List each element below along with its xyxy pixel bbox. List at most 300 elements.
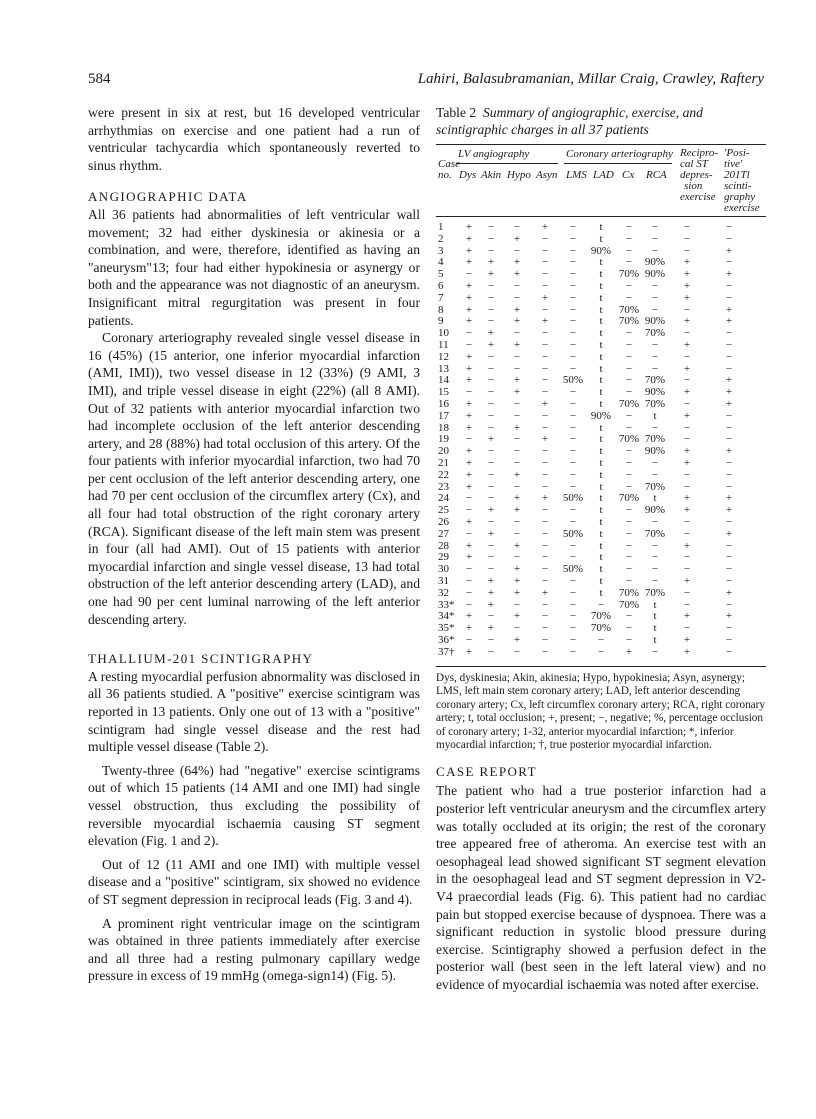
table-cell: − (487, 645, 495, 658)
table-cell: 90% (590, 244, 612, 257)
table-cell: − (625, 504, 633, 517)
table-cell: − (569, 575, 577, 587)
table-cell: − (541, 539, 549, 552)
table-case-number: 25 (438, 504, 449, 517)
table-cell: − (651, 291, 659, 304)
table-cell: + (487, 256, 495, 269)
table-case-number: 23 (438, 480, 449, 493)
table-cell: − (683, 303, 691, 316)
table-cell: − (513, 598, 521, 611)
table-case-number: 37† (438, 645, 455, 658)
thallium-paragraph-3: Out of 12 (11 AMI and one IMI) with multiple vessel disease and a "positive" scintigram, six showed no evidence of ST segment depression in reciprocal leads (Fig. 3 and 4). (88, 856, 420, 907)
table-cell: + (487, 622, 495, 635)
table-cell: + (541, 291, 549, 304)
table-cell: − (513, 362, 521, 375)
table-cell: − (541, 409, 549, 422)
table-cell: + (541, 492, 549, 505)
table-cell: + (487, 575, 495, 587)
table-cell: + (513, 339, 521, 351)
header-hypo: Hypo (507, 169, 531, 181)
table-cell: − (569, 268, 577, 281)
header-asyn: Asyn (536, 169, 558, 181)
table-cell: − (487, 350, 495, 363)
table-case-number: 32 (438, 586, 449, 599)
table-cell: − (487, 563, 495, 576)
table-cell: − (513, 622, 521, 635)
table-cell: − (625, 622, 633, 635)
table-cell: + (683, 386, 691, 399)
table-cell: + (487, 504, 495, 517)
table-cell: t (599, 586, 603, 599)
table-cell: − (683, 598, 691, 611)
table-cell: + (513, 468, 521, 481)
table-cell: − (683, 350, 691, 363)
table-cell: + (465, 221, 473, 233)
table-cell: − (683, 622, 691, 635)
table-cell: − (513, 645, 521, 658)
table-cell: − (683, 221, 691, 233)
table-cell: t (599, 492, 603, 505)
table-cell: + (683, 610, 691, 623)
table-cell: − (465, 386, 473, 399)
table-cell: − (683, 551, 691, 564)
table-cell: − (625, 445, 633, 458)
table-cell: − (465, 527, 473, 540)
table-cell: − (541, 457, 549, 469)
table-cell: + (465, 622, 473, 635)
table-cell: − (513, 244, 521, 257)
table-cell: − (513, 433, 521, 446)
header-st-1: Recipro- (680, 147, 719, 159)
table-cell: − (683, 586, 691, 599)
table-cell: − (569, 645, 577, 658)
table-cell: − (625, 409, 633, 422)
table-cell: + (683, 492, 691, 505)
table-case-number: 29 (438, 551, 449, 564)
table-cell: − (651, 457, 659, 469)
table-cell: − (541, 575, 549, 587)
table-label: Table 2 (436, 105, 477, 120)
table-cell: − (513, 527, 521, 540)
table-cell: − (625, 634, 633, 646)
table-cell: − (569, 421, 577, 434)
table-cell: − (625, 551, 633, 564)
table-cell: − (651, 539, 659, 552)
table-cell: + (725, 610, 733, 623)
angio-paragraph-1: All 36 patients had abnormalities of left ventricular wall movement; 32 had either dyskinesia or akinesia or a combination, and were, therefore, identified as having an "aneurysm"13; four had either hypokinesia or asynergy or both and the appearance was not diagnostic of an aneurysm. Insignificant mitral regurgitation was present in four patients. (88, 206, 420, 328)
table-cell: + (487, 433, 495, 446)
table-cell: − (569, 280, 577, 292)
table-cell: − (683, 232, 691, 245)
table-cell: − (569, 303, 577, 316)
table-cell: + (465, 280, 473, 292)
table-cell: 70% (618, 398, 640, 410)
case-report-heading: CASE REPORT (436, 764, 537, 780)
table-cell: + (725, 398, 733, 410)
table-case-number: 20 (438, 445, 449, 458)
table-cell: − (569, 468, 577, 481)
table-cell: t (599, 527, 603, 540)
table-cell: t (599, 339, 603, 351)
table-cell: + (541, 221, 549, 233)
table-cell: − (725, 457, 733, 469)
table-cell: − (725, 468, 733, 481)
table-cell: + (465, 480, 473, 493)
table-cell: + (683, 539, 691, 552)
table-cell: − (487, 280, 495, 292)
table-cell: − (683, 563, 691, 576)
table-cell: + (683, 315, 691, 328)
right-column (436, 104, 766, 994)
table-cell: 70% (590, 610, 612, 623)
table-cell: − (569, 433, 577, 446)
table-cell: 70% (618, 598, 640, 611)
table-cell: + (513, 421, 521, 434)
table-cell: − (541, 445, 549, 458)
table-cell: − (569, 480, 577, 493)
table-cell: − (625, 457, 633, 469)
table-cell: − (683, 468, 691, 481)
table-cell: − (569, 409, 577, 422)
table-cell: + (513, 374, 521, 387)
table-cell: − (569, 256, 577, 269)
table-cell: + (465, 232, 473, 245)
table-cell: − (651, 280, 659, 292)
table-cell: − (569, 291, 577, 304)
table-cell: 70% (618, 433, 640, 446)
table-cell: 70% (644, 480, 666, 493)
table-cell: t (653, 409, 657, 422)
table-cell: − (513, 280, 521, 292)
table-cell: + (465, 468, 473, 481)
table-case-number: 3 (438, 244, 444, 257)
table-cell: − (465, 433, 473, 446)
table-header-rule (436, 216, 766, 217)
table-cell: 70% (644, 433, 666, 446)
table-cell: − (487, 539, 495, 552)
table-cell: − (625, 244, 633, 257)
table-case-number: 22 (438, 468, 449, 481)
table-cell: t (599, 362, 603, 375)
table-cell: t (599, 421, 603, 434)
table-cell: − (651, 244, 659, 257)
table-cell: − (569, 315, 577, 328)
table-cell: + (465, 244, 473, 257)
table-cell: − (625, 563, 633, 576)
table-cell: + (725, 386, 733, 399)
table-cell: − (541, 634, 549, 646)
table-bottom-rule (436, 666, 766, 667)
table-cell: 90% (644, 268, 666, 281)
table-case-number: 31 (438, 575, 449, 587)
case-report-text: The patient who had a true posterior infarction had a posterior left ventricular aneurysm and the circumflex artery was totally occluded at its origin; the rest of the coronary tree appeared free of atheroma. An exercise test with an oesophageal lead showed significant ST segment elevation in the oesophageal lead and ST segment depression in V2-V4 praecordial leads (Fig. 6). This patient had no cardiac pain but stopped exercise because of dyspnoea. There was a significant reduction in systolic blood pressure during exercise. Scintigraphy showed a perfusion defect in the posterior wall (best seen in the left lateral view) and no evidence of myocardial ischaemia was noted after exercise. (436, 783, 766, 992)
table-cell: + (513, 504, 521, 517)
table-cell: t (599, 256, 603, 269)
table-cell: − (541, 563, 549, 576)
table-cell: − (513, 350, 521, 363)
table-cell: − (569, 504, 577, 517)
table-cell: − (541, 421, 549, 434)
table-cell: − (541, 598, 549, 611)
table-cell: + (683, 445, 691, 458)
table-cell: 90% (644, 315, 666, 328)
table-cell: − (487, 457, 495, 469)
table-cell: − (625, 327, 633, 340)
table-cell: − (725, 409, 733, 422)
table-cell: − (625, 256, 633, 269)
table-cell: + (683, 409, 691, 422)
table-cell: − (683, 421, 691, 434)
table-cell: + (465, 350, 473, 363)
table-cell: t (599, 551, 603, 564)
table-cell: − (541, 268, 549, 281)
table-case-number: 4 (438, 256, 444, 269)
table-cell: + (725, 492, 733, 505)
table-cell: − (541, 610, 549, 623)
left-column (88, 104, 420, 985)
table-case-number: 10 (438, 327, 449, 340)
table-case-number: 17 (438, 409, 449, 422)
header-coronary-arteriography: Coronary arteriography (566, 148, 673, 160)
header-tl-1: 'Posi- (724, 147, 750, 159)
table-cell: − (487, 374, 495, 387)
table-cell: − (683, 327, 691, 340)
table-cell: − (725, 362, 733, 375)
table-cell: + (683, 256, 691, 269)
table-cell: − (541, 362, 549, 375)
table-caption (436, 104, 766, 138)
table-cell: − (725, 339, 733, 351)
table-cell: + (513, 610, 521, 623)
table-cell: − (541, 386, 549, 399)
table-cell: − (625, 575, 633, 587)
table-case-number: 7 (438, 291, 444, 304)
header-st-2: cal ST (680, 158, 708, 170)
table-cell: 90% (644, 256, 666, 269)
table-cell: − (597, 634, 605, 646)
table-cell: 50% (562, 527, 584, 540)
table-cell: + (541, 433, 549, 446)
table-cell: t (653, 598, 657, 611)
table-cell: + (465, 445, 473, 458)
table-cell: + (465, 256, 473, 269)
table-cell: + (513, 268, 521, 281)
table-cell: − (651, 339, 659, 351)
table-cell: t (599, 232, 603, 245)
table-cell: − (465, 327, 473, 340)
table-cell: t (599, 280, 603, 292)
table-2 (436, 144, 766, 664)
table-cell: − (625, 362, 633, 375)
table-cell: + (513, 492, 521, 505)
table-cell: t (599, 315, 603, 328)
table-cell: + (513, 232, 521, 245)
table-cell: − (651, 645, 659, 658)
table-cell: − (725, 433, 733, 446)
table-cell: − (725, 421, 733, 434)
table-cell: − (487, 468, 495, 481)
table-cell: + (513, 563, 521, 576)
table-cell: + (465, 398, 473, 410)
table-cell: − (541, 339, 549, 351)
thallium-paragraph-4: A prominent right ventricular image on the scintigram was obtained in three patients immediately after exercise and all three had a resting pulmonary capillary wedge pressure in excess of 19 mmHg (omega-sign14) (Fig. 5). (88, 915, 420, 984)
table-cell: − (625, 421, 633, 434)
table-case-number: 24 (438, 492, 449, 505)
table-cell: − (725, 221, 733, 233)
lv-group-rule (456, 163, 558, 164)
table-cell: − (569, 398, 577, 410)
table-cell: + (513, 256, 521, 269)
table-cell: + (513, 586, 521, 599)
table-cell: − (541, 327, 549, 340)
table-cell: + (465, 374, 473, 387)
table-cell: t (599, 457, 603, 469)
table-cell: − (465, 492, 473, 505)
table-case-number: 27 (438, 527, 449, 540)
table-cell: − (725, 350, 733, 363)
table-case-number: 30 (438, 563, 449, 576)
table-cell: − (625, 291, 633, 304)
header-tl-3: 201Tl (724, 169, 750, 181)
table-cell: t (599, 539, 603, 552)
table-case-number: 5 (438, 268, 444, 281)
table-cell: + (683, 645, 691, 658)
table-cell: + (487, 527, 495, 540)
table-case-number: 36* (438, 634, 455, 646)
table-cell: − (487, 232, 495, 245)
table-case-number: 9 (438, 315, 444, 328)
table-cell: − (725, 280, 733, 292)
table-cell: − (725, 327, 733, 340)
table-cell: − (513, 291, 521, 304)
table-cell: − (541, 468, 549, 481)
table-cell: + (465, 409, 473, 422)
table-cell: − (651, 516, 659, 528)
table-cell: − (725, 563, 733, 576)
table-cell: − (465, 634, 473, 646)
header-akin: Akin (481, 169, 502, 181)
table-cell: − (597, 645, 605, 658)
header-tl-5: graphy (724, 191, 756, 203)
table-cell: + (683, 457, 691, 469)
table-cell: − (625, 480, 633, 493)
table-cell: − (465, 339, 473, 351)
header-case: Case (438, 158, 460, 170)
header-st-4: sion (684, 180, 703, 192)
table-cell: − (513, 516, 521, 528)
table-cell: t (599, 291, 603, 304)
table-cell: − (569, 350, 577, 363)
table-cell: − (725, 645, 733, 658)
table-cell: − (541, 303, 549, 316)
table-cell: + (487, 327, 495, 340)
table-cell: − (465, 268, 473, 281)
table-cell: 90% (644, 445, 666, 458)
running-head: Lahiri, Balasubramanian, Millar Craig, Crawley, Raftery (417, 71, 764, 87)
table-cell: + (513, 575, 521, 587)
table-cell: + (725, 374, 733, 387)
table-cell: + (465, 645, 473, 658)
table-cell: + (683, 575, 691, 587)
header-st-3: depres- (680, 169, 713, 181)
table-cell: 70% (590, 622, 612, 635)
table-cell: − (487, 445, 495, 458)
table-cell: − (541, 350, 549, 363)
table-cell: 90% (644, 504, 666, 517)
table-cell: + (465, 516, 473, 528)
table-cell: − (569, 634, 577, 646)
table-cell: 70% (644, 586, 666, 599)
table-cell: − (541, 374, 549, 387)
table-cell: − (487, 610, 495, 623)
table-cell: − (569, 327, 577, 340)
table-cell: − (541, 504, 549, 517)
table-case-number: 35* (438, 622, 455, 635)
table-case-number: 16 (438, 398, 449, 410)
table-cell: − (725, 480, 733, 493)
table-cell: − (651, 350, 659, 363)
table-case-number: 15 (438, 386, 449, 399)
table-cell: − (569, 516, 577, 528)
table-cell: t (599, 386, 603, 399)
table-cell: 50% (562, 374, 584, 387)
table-cell: 70% (618, 586, 640, 599)
table-cell: − (725, 539, 733, 552)
table-cell: − (541, 516, 549, 528)
table-cell: − (725, 634, 733, 646)
table-cell: − (651, 551, 659, 564)
table-case-number: 8 (438, 303, 444, 316)
table-cell: − (725, 551, 733, 564)
angiographic-heading: ANGIOGRAPHIC DATA (88, 189, 248, 205)
table-cell: − (541, 527, 549, 540)
table-cell: − (569, 598, 577, 611)
table-cell: − (569, 362, 577, 375)
header-lad: LAD (593, 169, 614, 181)
table-cell: + (513, 315, 521, 328)
table-cell: t (599, 468, 603, 481)
table-cell: − (487, 409, 495, 422)
table-cell: + (513, 386, 521, 399)
table-cell: + (465, 457, 473, 469)
table-cell: + (683, 362, 691, 375)
table-cell: − (651, 303, 659, 316)
table-case-number: 12 (438, 350, 449, 363)
table-cell: − (651, 232, 659, 245)
table-cell: − (541, 280, 549, 292)
table-cell: − (465, 504, 473, 517)
table-cell: − (513, 409, 521, 422)
table-cell: t (599, 575, 603, 587)
table-cell: − (569, 622, 577, 635)
table-cell: t (653, 622, 657, 635)
table-cell: + (683, 268, 691, 281)
table-cell: − (465, 598, 473, 611)
table-cell: − (569, 457, 577, 469)
table-cell: − (569, 586, 577, 599)
table-case-number: 33* (438, 598, 455, 611)
thallium-paragraph-1: A resting myocardial perfusion abnormality was disclosed in all 36 patients studied. A "positive" exercise scintigram was reported in 13 patients. Only one out of 13 with a "positive" scintigram had single vessel disease and the rest had multiple vessel disease (Table 2). (88, 668, 420, 755)
table-cell: + (725, 303, 733, 316)
header-lv-angiography: LV angiography (458, 148, 530, 160)
table-cell: − (513, 398, 521, 410)
table-cell: − (569, 445, 577, 458)
table-cell: − (487, 291, 495, 304)
header-st-5: exercise (680, 191, 716, 203)
table-case-number: 14 (438, 374, 449, 387)
table-cell: − (651, 575, 659, 587)
table-cell: − (625, 350, 633, 363)
